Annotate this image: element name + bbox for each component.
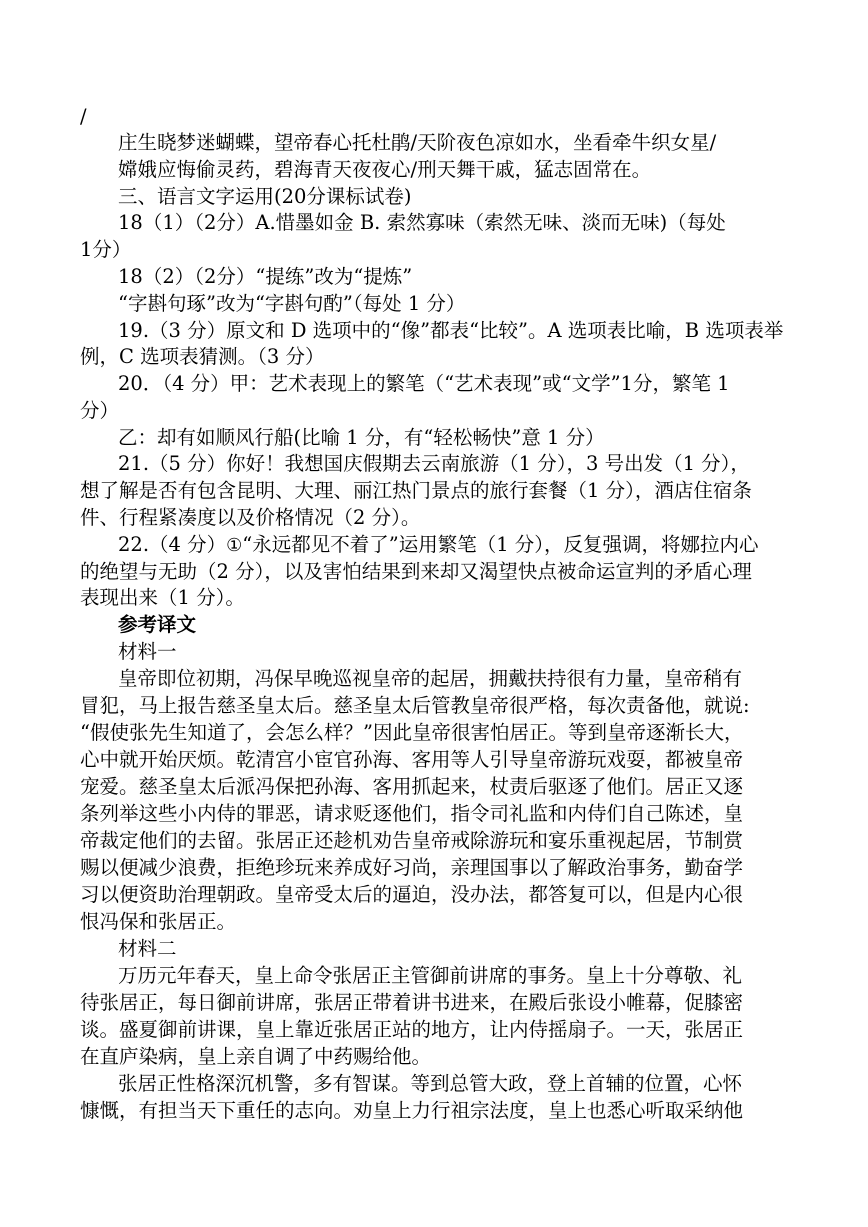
circled-number: ① (226, 535, 243, 556)
text-line: 万历元年春天，皇上命令张居正主管御前讲席的事务。皇上十分尊敬、礼 (118, 964, 743, 987)
text-line: 慷慨，有担当天下重任的志向。劝皇上力行祖宗法度，皇上也悉心听取采纳他 (80, 1099, 744, 1122)
text-line: “字斟句琢”改为“字斟句酌”（每处 1 分） (118, 292, 466, 315)
text-line: 皇帝即位初期，冯保早晚巡视皇帝的起居，拥戴扶持很有力量，皇帝稍有 (118, 667, 743, 690)
text-line: 心中就开始厌烦。乾清宫小宦官孙海、客用等人引导皇帝游玩戏耍，都被皇帝 (80, 748, 744, 771)
translation-heading: 参考译文 (118, 613, 197, 636)
text-line: 条列举这些小内侍的罪恶，请求贬逐他们，指令司礼监和内侍们自己陈述，皇 (80, 802, 744, 825)
text-line: 宠爱。慈圣皇太后派冯保把孙海、客用抓起来，杖责后驱逐了他们。居正又逐 (80, 775, 744, 798)
text-line: 张居正性格深沉机警，多有智谋。等到总管大政，登上首辅的位置，心怀 (118, 1072, 743, 1095)
text-line: 19.（3 分）原文和 D 选项中的“像”都表“比较”。A 选项表比喻，B 选项表举 (118, 319, 784, 342)
text-line: 的绝望与无助（2 分），以及害怕结果到来却又渴望快点被命运宣判的矛盾心理 (80, 560, 752, 583)
text-line: / (80, 105, 87, 128)
section-heading: 三、语言文字运用(20分课标试卷) (118, 185, 412, 208)
text-line: 件、行程紧凑度以及价格情况（2 分）。 (80, 506, 421, 529)
text-line: 待张居正，每日御前讲席，张居正带着讲书进来，在殿后张设小帷幕，促膝密 (80, 991, 744, 1014)
text-line: 嫦娥应悔偷灵药，碧海青天夜夜心/刑天舞干戚，猛志固常在。 (118, 158, 652, 181)
text-line: 例，C 选项表猜测。（3 分） (80, 345, 325, 368)
text-line: 1分） (80, 238, 132, 261)
text-line: 18（1）（2分）A.惜墨如金 B. 索然寡味（索然无味、淡而无味)（每处 (118, 211, 726, 234)
text-line: 分） (80, 399, 120, 422)
text-line: 恨冯保和张居正。 (80, 910, 237, 933)
text-line: 帝裁定他们的去留。张居正还趁机劝告皇帝戒除游玩和宴乐重视起居，节制赏 (80, 829, 744, 852)
text-line: 冒犯，马上报告慈圣皇太后。慈圣皇太后管教皇帝很严格，每次责备他，就说: (80, 694, 750, 717)
material-heading: 材料二 (118, 937, 177, 960)
answer-text: “永远都见不着了”运用繁笔（1 分），反复强调，将娜拉内心 (242, 533, 759, 556)
text-line: 在直庐染病，皇上亲自调了中药赐给他。 (80, 1045, 432, 1068)
text-line: 习以便资助治理朝政。皇帝受太后的逼迫，没办法，都答复可以，但是内心很 (80, 883, 744, 906)
material-heading: 材料一 (118, 640, 177, 663)
text-line: 21.（5 分）你好！我想国庆假期去云南旅游（1 分），3 号出发（1 分）， (118, 452, 750, 475)
question-number: 22.（4 分） (118, 533, 227, 556)
text-line: 18（2）（2分）“提练”改为“提炼” (118, 265, 413, 288)
text-line: “假使张先生知道了，会怎么样？”因此皇帝很害怕居正。等到皇帝逐渐长大， (80, 721, 744, 744)
text-line: 20．（4 分）甲：艺术表现上的繁笔（“艺术表现”或“文学”1分，繁笔 1 (118, 372, 730, 395)
text-line: 谈。盛夏御前讲课，皇上靠近张居正站的地方，让内侍摇扇子。一天，张居正 (80, 1018, 744, 1041)
text-line: 乙：却有如顺风行船(比喻 1 分，有“轻松畅快”意 1 分） (118, 426, 605, 449)
text-line: 表现出来（1 分）。 (80, 586, 245, 609)
text-line: 想了解是否有包含昆明、大理、丽江热门景点的旅行套餐（1 分），酒店住宿条 (80, 479, 752, 502)
text-line: 庄生晓梦迷蝴蝶，望帝春心托杜鹃/天阶夜色凉如水，坐看牵牛织女星/ (118, 131, 717, 154)
text-line: 赐以便减少浪费，拒绝珍玩来养成好习尚，亲理国事以了解政治事务，勤奋学 (80, 856, 744, 879)
